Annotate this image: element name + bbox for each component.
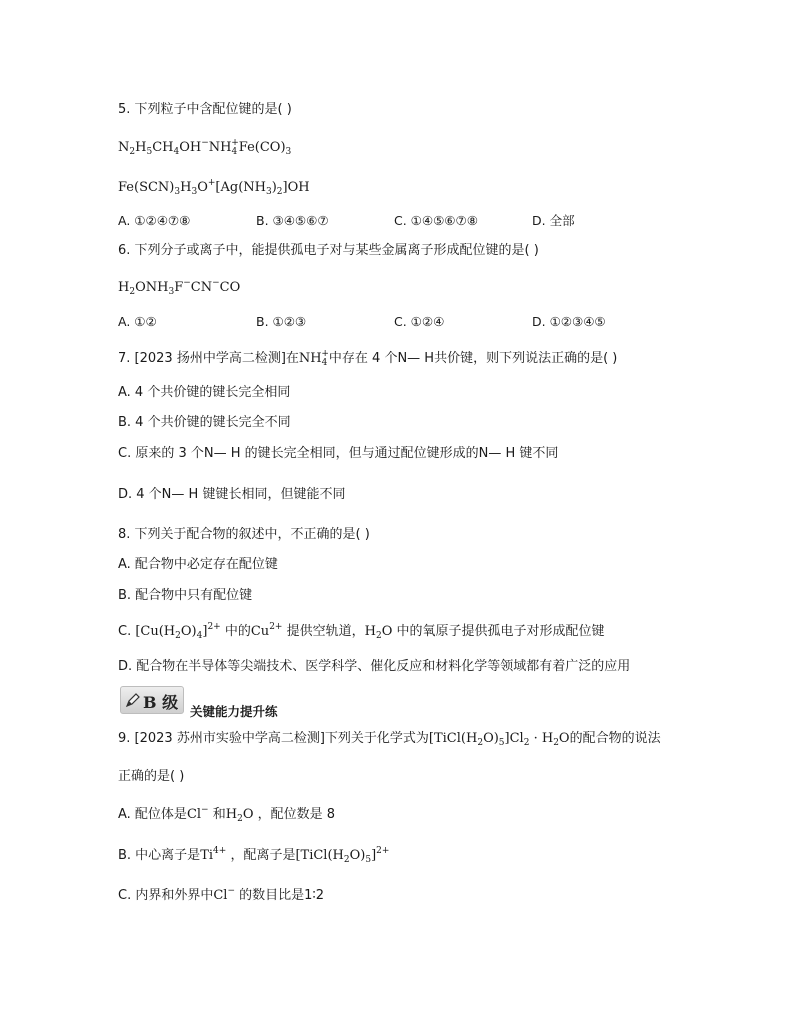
q8-c-cu: $Cu^{2+}$ [250, 622, 283, 639]
q9-a-cl: Cl− [186, 805, 209, 822]
q8-stem: 8. 下列关于配合物的叙述中，不正确的是( ) [118, 527, 370, 542]
q9-option-a [118, 801, 335, 828]
q9-stem-suffix: 的配合物的说法 [569, 731, 661, 746]
q7-option-b: B. 4 个共价键的键长完全不同 [118, 415, 291, 430]
q8-option-c [118, 618, 605, 645]
q9-stem [118, 730, 661, 752]
q9-a-prefix: A. 配位体是 [118, 807, 187, 822]
section-badge-label: B 级 [143, 693, 179, 712]
q7-option-a: A. 4 个共价键的键长完全相同 [118, 385, 291, 400]
q8-c-complex: $[Cu(H_2O)_4]^{2+}$ [135, 622, 221, 641]
pencil-icon [125, 692, 141, 708]
q8-c-water: $H_2O$ [364, 624, 393, 641]
q6-option-d: D. ①②③④⑤ [532, 314, 606, 329]
q7-option-d: D. 4 个N— H 键键长相同，但键能不同 [118, 487, 346, 502]
q6-species: $H_2ONH_3F^-CN^-CO$ [118, 278, 241, 297]
q8-c-text1: 中的 [220, 624, 251, 639]
q9-a-suffix: ，配位数是 8 [253, 807, 336, 822]
q8-option-d: D. 配合物在半导体等尖端技术、医学科学、催化反应和材料化学等领域都有着广泛的应用 [118, 659, 631, 674]
q8-option-b: B. 配合物中只有配位键 [118, 588, 253, 603]
q9-a-mid: 和 [208, 807, 226, 822]
q9-b-ti: $Ti^{4+}$ [200, 846, 227, 863]
q5-species-line1: $N_2H_5CH_4OH^-NH_4^+Fe(CO)_3$ [118, 138, 292, 157]
q5-species-line2: $Fe(SCN)_3H_3O^+[Ag(NH_3)_2]OH$ [118, 178, 310, 197]
q9-c-cl: Cl− [213, 886, 235, 903]
q9-c-suffix: 的数目比是1∶2 [235, 888, 325, 903]
q8-c-text3: 中的氧原子提供孤电子对形成配位键 [392, 624, 605, 639]
q9-stem-prefix: 9. [2023 苏州市实验中学高二检测]下列关于化学式为 [118, 731, 429, 746]
q8-c-text2: 提供空轨道， [282, 624, 365, 639]
q6-option-c: C. ①②④ [394, 314, 445, 329]
q6-option-b: B. ①②③ [256, 314, 307, 329]
q5-option-b: B. ③④⑤⑥⑦ [256, 213, 329, 228]
q7-stem [118, 345, 617, 372]
q9-option-c [118, 882, 324, 905]
q8-c-label: C. [118, 624, 136, 639]
q9-b-mid: ，配离子是 [226, 848, 296, 863]
q5-option-d: D. 全部 [532, 213, 575, 228]
section-badge [120, 686, 184, 714]
q8-option-a: A. 配合物中必定存在配位键 [118, 557, 278, 572]
q9-b-prefix: B. 中心离子是 [118, 848, 201, 863]
q9-formula: $[TiCl(H_2O)_5]Cl_2 \cdot H_2O$ [428, 731, 570, 748]
q9-option-b [118, 842, 389, 869]
q7-stem-prefix: 7. [2023 扬州中学高二检测]在 [118, 351, 299, 366]
q5-stem: 5. 下列粒子中含配位键的是( ) [118, 102, 292, 117]
section-title: 关键能力提升练 [190, 704, 278, 719]
q7-ion: $NH_4^+$ [298, 349, 329, 368]
q5-option-c: C. ①④⑤⑥⑦⑧ [394, 213, 478, 228]
q6-option-a: A. ①② [118, 314, 157, 329]
q7-stem-suffix: 中存在 4 个N— H共价键，则下列说法正确的是( ) [328, 351, 618, 366]
q9-a-water: $H_2O$ [225, 807, 254, 824]
q9-c-prefix: C. 内界和外界中 [118, 888, 214, 903]
q9-stem-line2: 正确的是( ) [118, 769, 185, 784]
q9-b-complex: $[TiCl(H_2O)_5]^{2+}$ [295, 846, 390, 865]
q7-option-c: C. 原来的 3 个N— H 的键长完全相同，但与通过配位键形成的N— H 键不同 [118, 446, 559, 461]
q5-option-a: A. ①②④⑦⑧ [118, 213, 191, 228]
q6-stem: 6. 下列分子或离子中，能提供孤电子对与某些金属离子形成配位键的是( ) [118, 243, 539, 258]
